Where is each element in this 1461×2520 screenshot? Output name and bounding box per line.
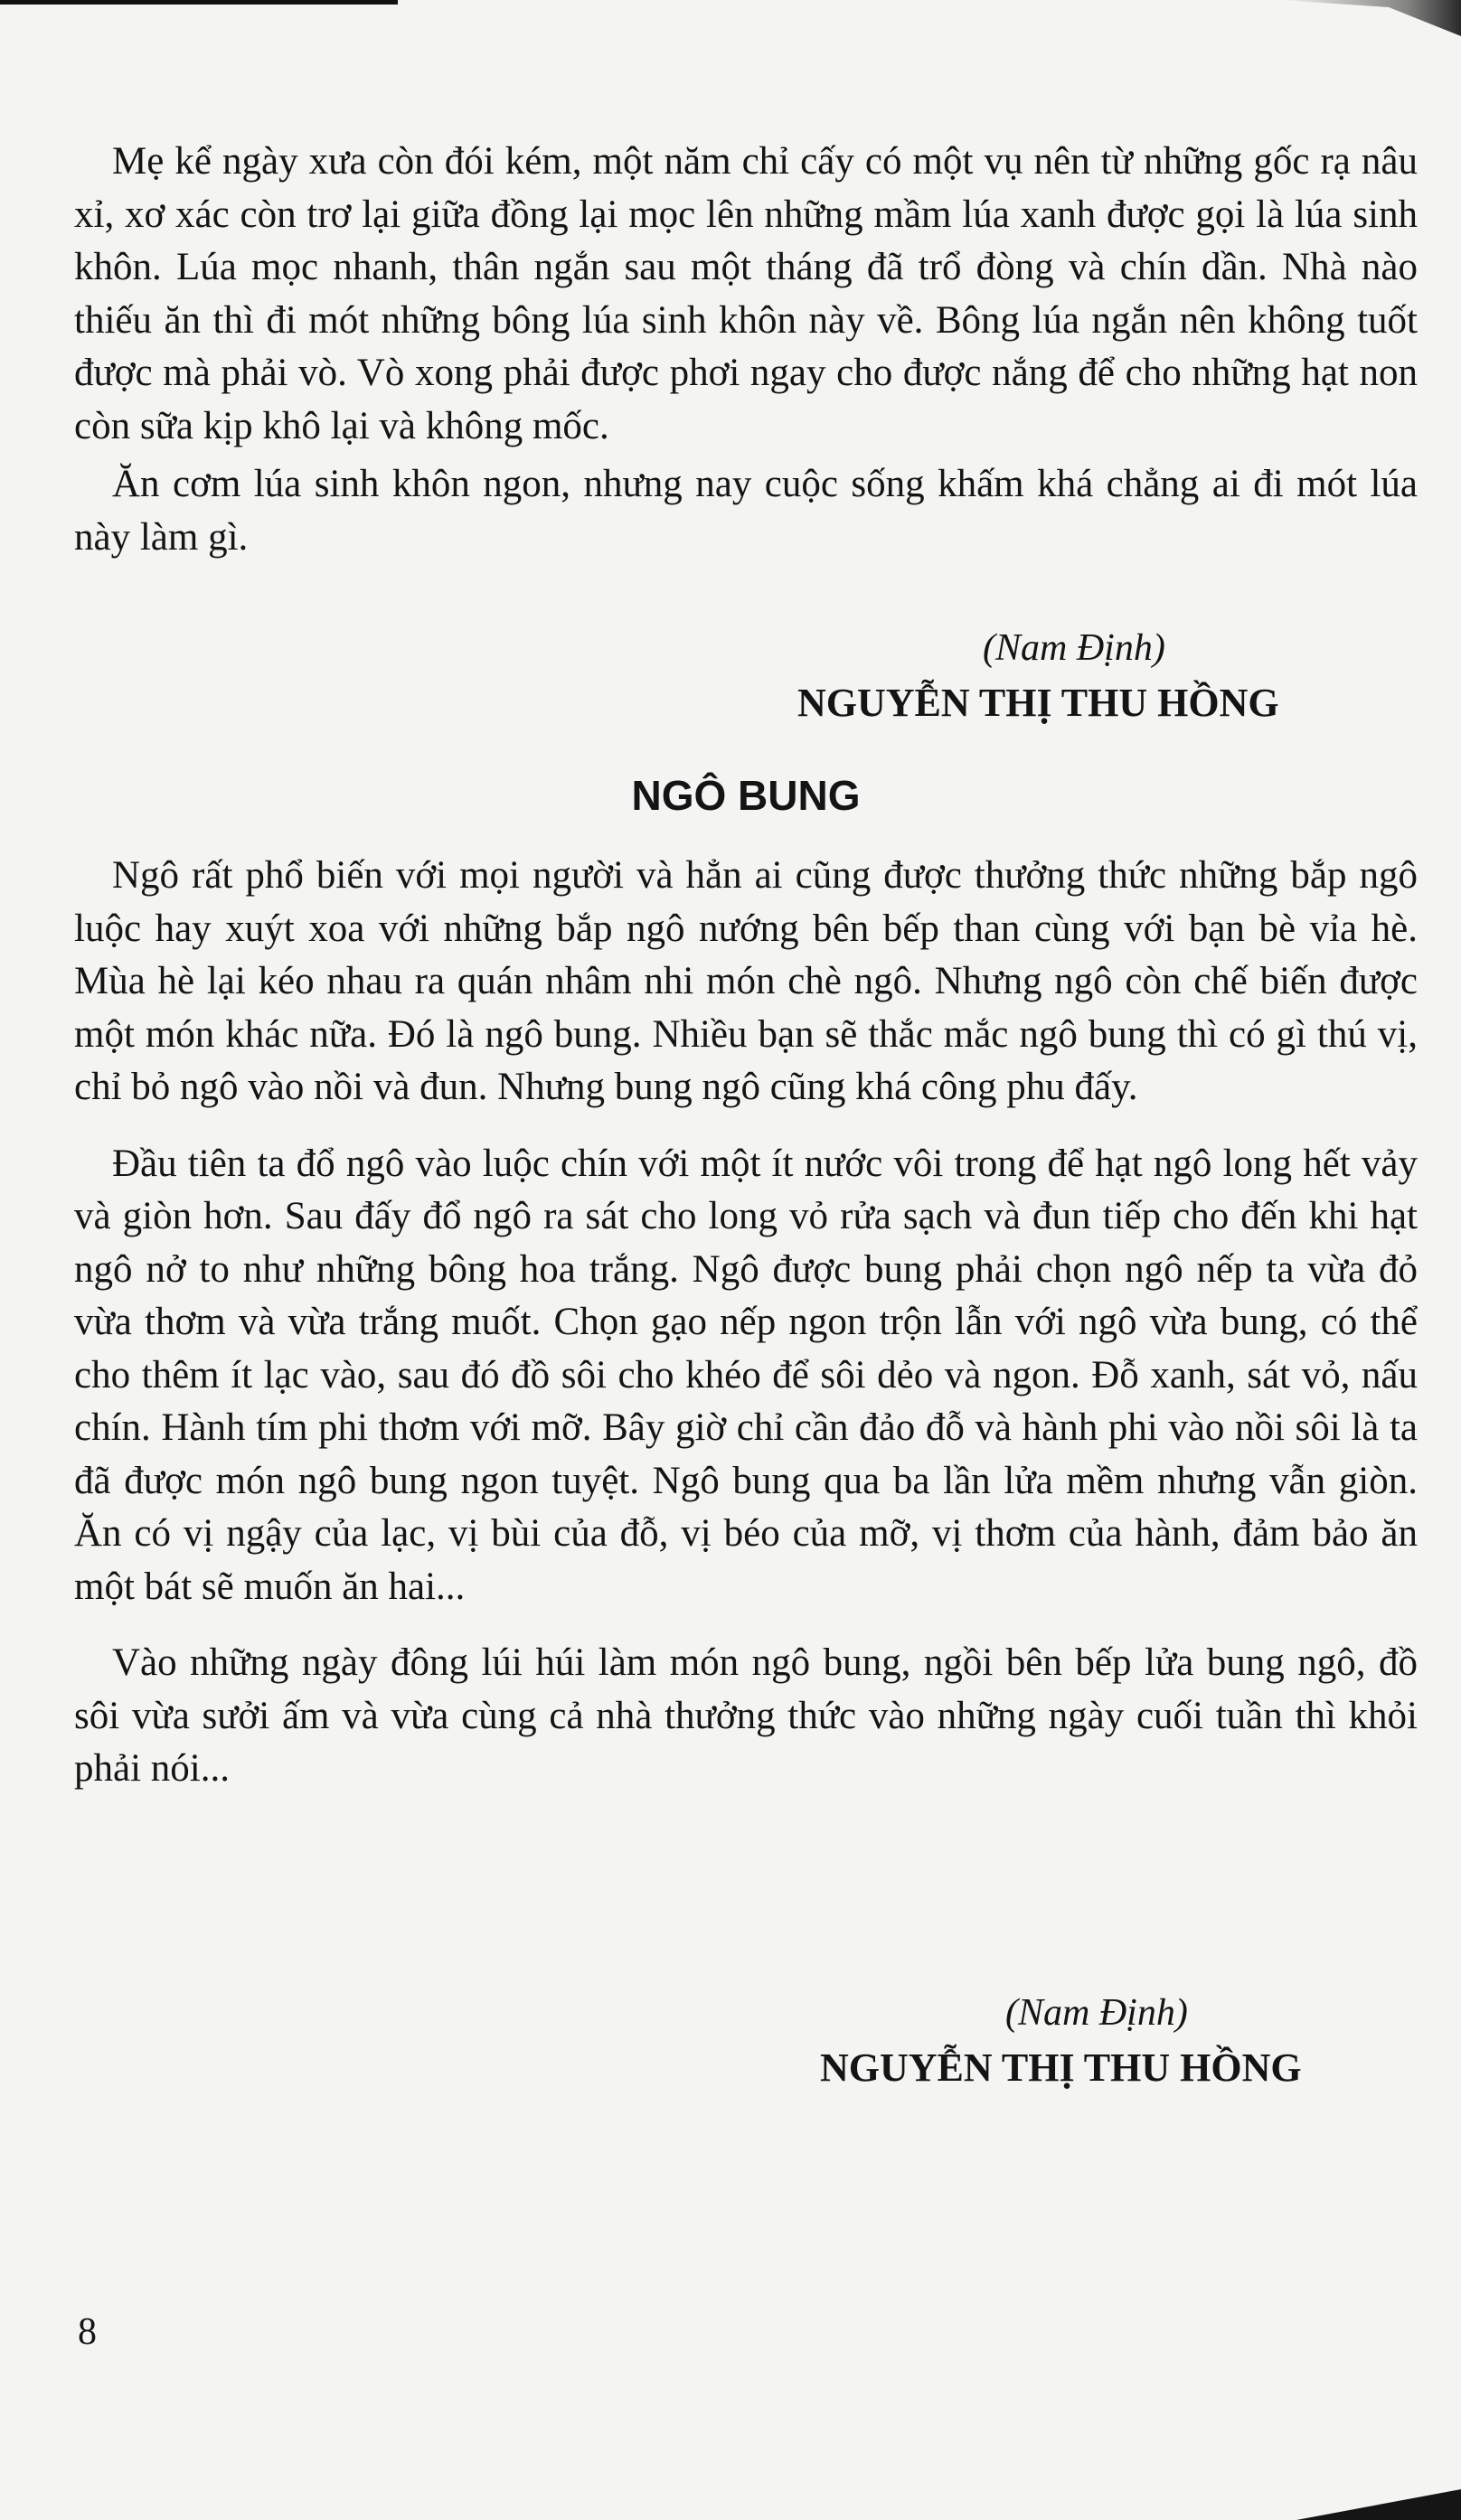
article2-author: NGUYỄN THỊ THU HỒNG	[820, 2045, 1302, 2090]
article-ngo-bung	[74, 850, 1418, 1801]
article2-place: (Nam Định)	[1005, 1992, 1188, 2034]
article-lua-sinh-khon	[74, 136, 1418, 569]
article2-paragraph-2: Đầu tiên ta đổ ngô vào luộc chín với một ít nước vôi trong để hạt ngô long hết vảy và giòn hơn. Sau đấy đổ ngô ra sát cho long vỏ rửa sạch và đun tiếp cho đến khi hạt ngô nở to như những bông hoa trắng. Ngô được bung phải chọn ngô nếp ta vừa đỏ vừa thơm và vừa trắng muốt. Chọn gạo nếp ngon trộn lẫn với ngô vừa bung, có thể cho thêm ít lạc vào, sau đó đồ sôi cho khéo để sôi dẻo và ngon. Đỗ xanh, sát vỏ, nấu chín. Hành tím phi thơm với mỡ. Bây giờ chỉ cần đảo đỗ và hành phi vào nồi sôi là ta đã được món ngô bung ngon tuyệt. Ngô bung qua ba lần lửa mềm nhưng vẫn giòn. Ăn có vị ngậy của lạc, vị bùi của đỗ, vị béo của mỡ, vị thơm của hành, đảm bảo ăn một bát sẽ muốn ăn hai...	[74, 1142, 1418, 1608]
article-title: NGÔ BUNG	[631, 772, 861, 819]
article1-paragraph-2: Ăn cơm lúa sinh khôn ngon, nhưng nay cuộc sống khấm khá chẳng ai đi mót lúa này làm gì.	[74, 463, 1418, 559]
article1-signature	[74, 624, 1418, 730]
top-rule	[0, 0, 398, 5]
article1-place: (Nam Định)	[983, 627, 1165, 669]
article1-author: NGUYỄN THỊ THU HỒNG	[797, 681, 1279, 725]
article2-paragraph-1: Ngô rất phổ biến với mọi người và hẳn ai cũng được thưởng thức những bắp ngô luộc hay xuýt xoa với những bắp ngô nướng bên bếp than cùng với bạn bè vỉa hè. Mùa hè lại kéo nhau ra quán nhâm nhi món chè ngô. Nhưng ngô còn chế biến được một món khác nữa. Đó là ngô bung. Nhiều bạn sẽ thắc mắc ngô bung thì có gì thú vị, chỉ bỏ ngô vào nồi và đun. Nhưng bung ngô cũng khá công phu đấy.	[74, 854, 1418, 1108]
article2-signature	[74, 1989, 1418, 2095]
page-number: 8	[78, 2311, 97, 2353]
scan-shadow-bottom	[1226, 2489, 1461, 2520]
scan-shadow-top	[1280, 0, 1461, 36]
article2-paragraph-3: Vào những ngày đông lúi húi làm món ngô bung, ngồi bên bếp lửa bung ngô, đồ sôi vừa sưởi ấm và vừa cùng cả nhà thưởng thức vào những ngày cuối tuần thì khỏi phải nói...	[74, 1641, 1418, 1790]
article1-paragraph-1: Mẹ kể ngày xưa còn đói kém, một năm chỉ cấy có một vụ nên từ những gốc rạ nâu xỉ, xơ xác còn trơ lại giữa đồng lại mọc lên những mầm lúa xanh được gọi là lúa sinh khôn. Lúa mọc nhanh, thân ngắn sau một tháng đã trổ đòng và chín dần. Nhà nào thiếu ăn thì đi mót những bông lúa sinh khôn này về. Bông lúa ngắn nên không tuốt được mà phải vò. Vò xong phải được phơi ngay cho được nắng để cho những hạt non còn sữa kịp khô lại và không mốc.	[74, 140, 1418, 447]
